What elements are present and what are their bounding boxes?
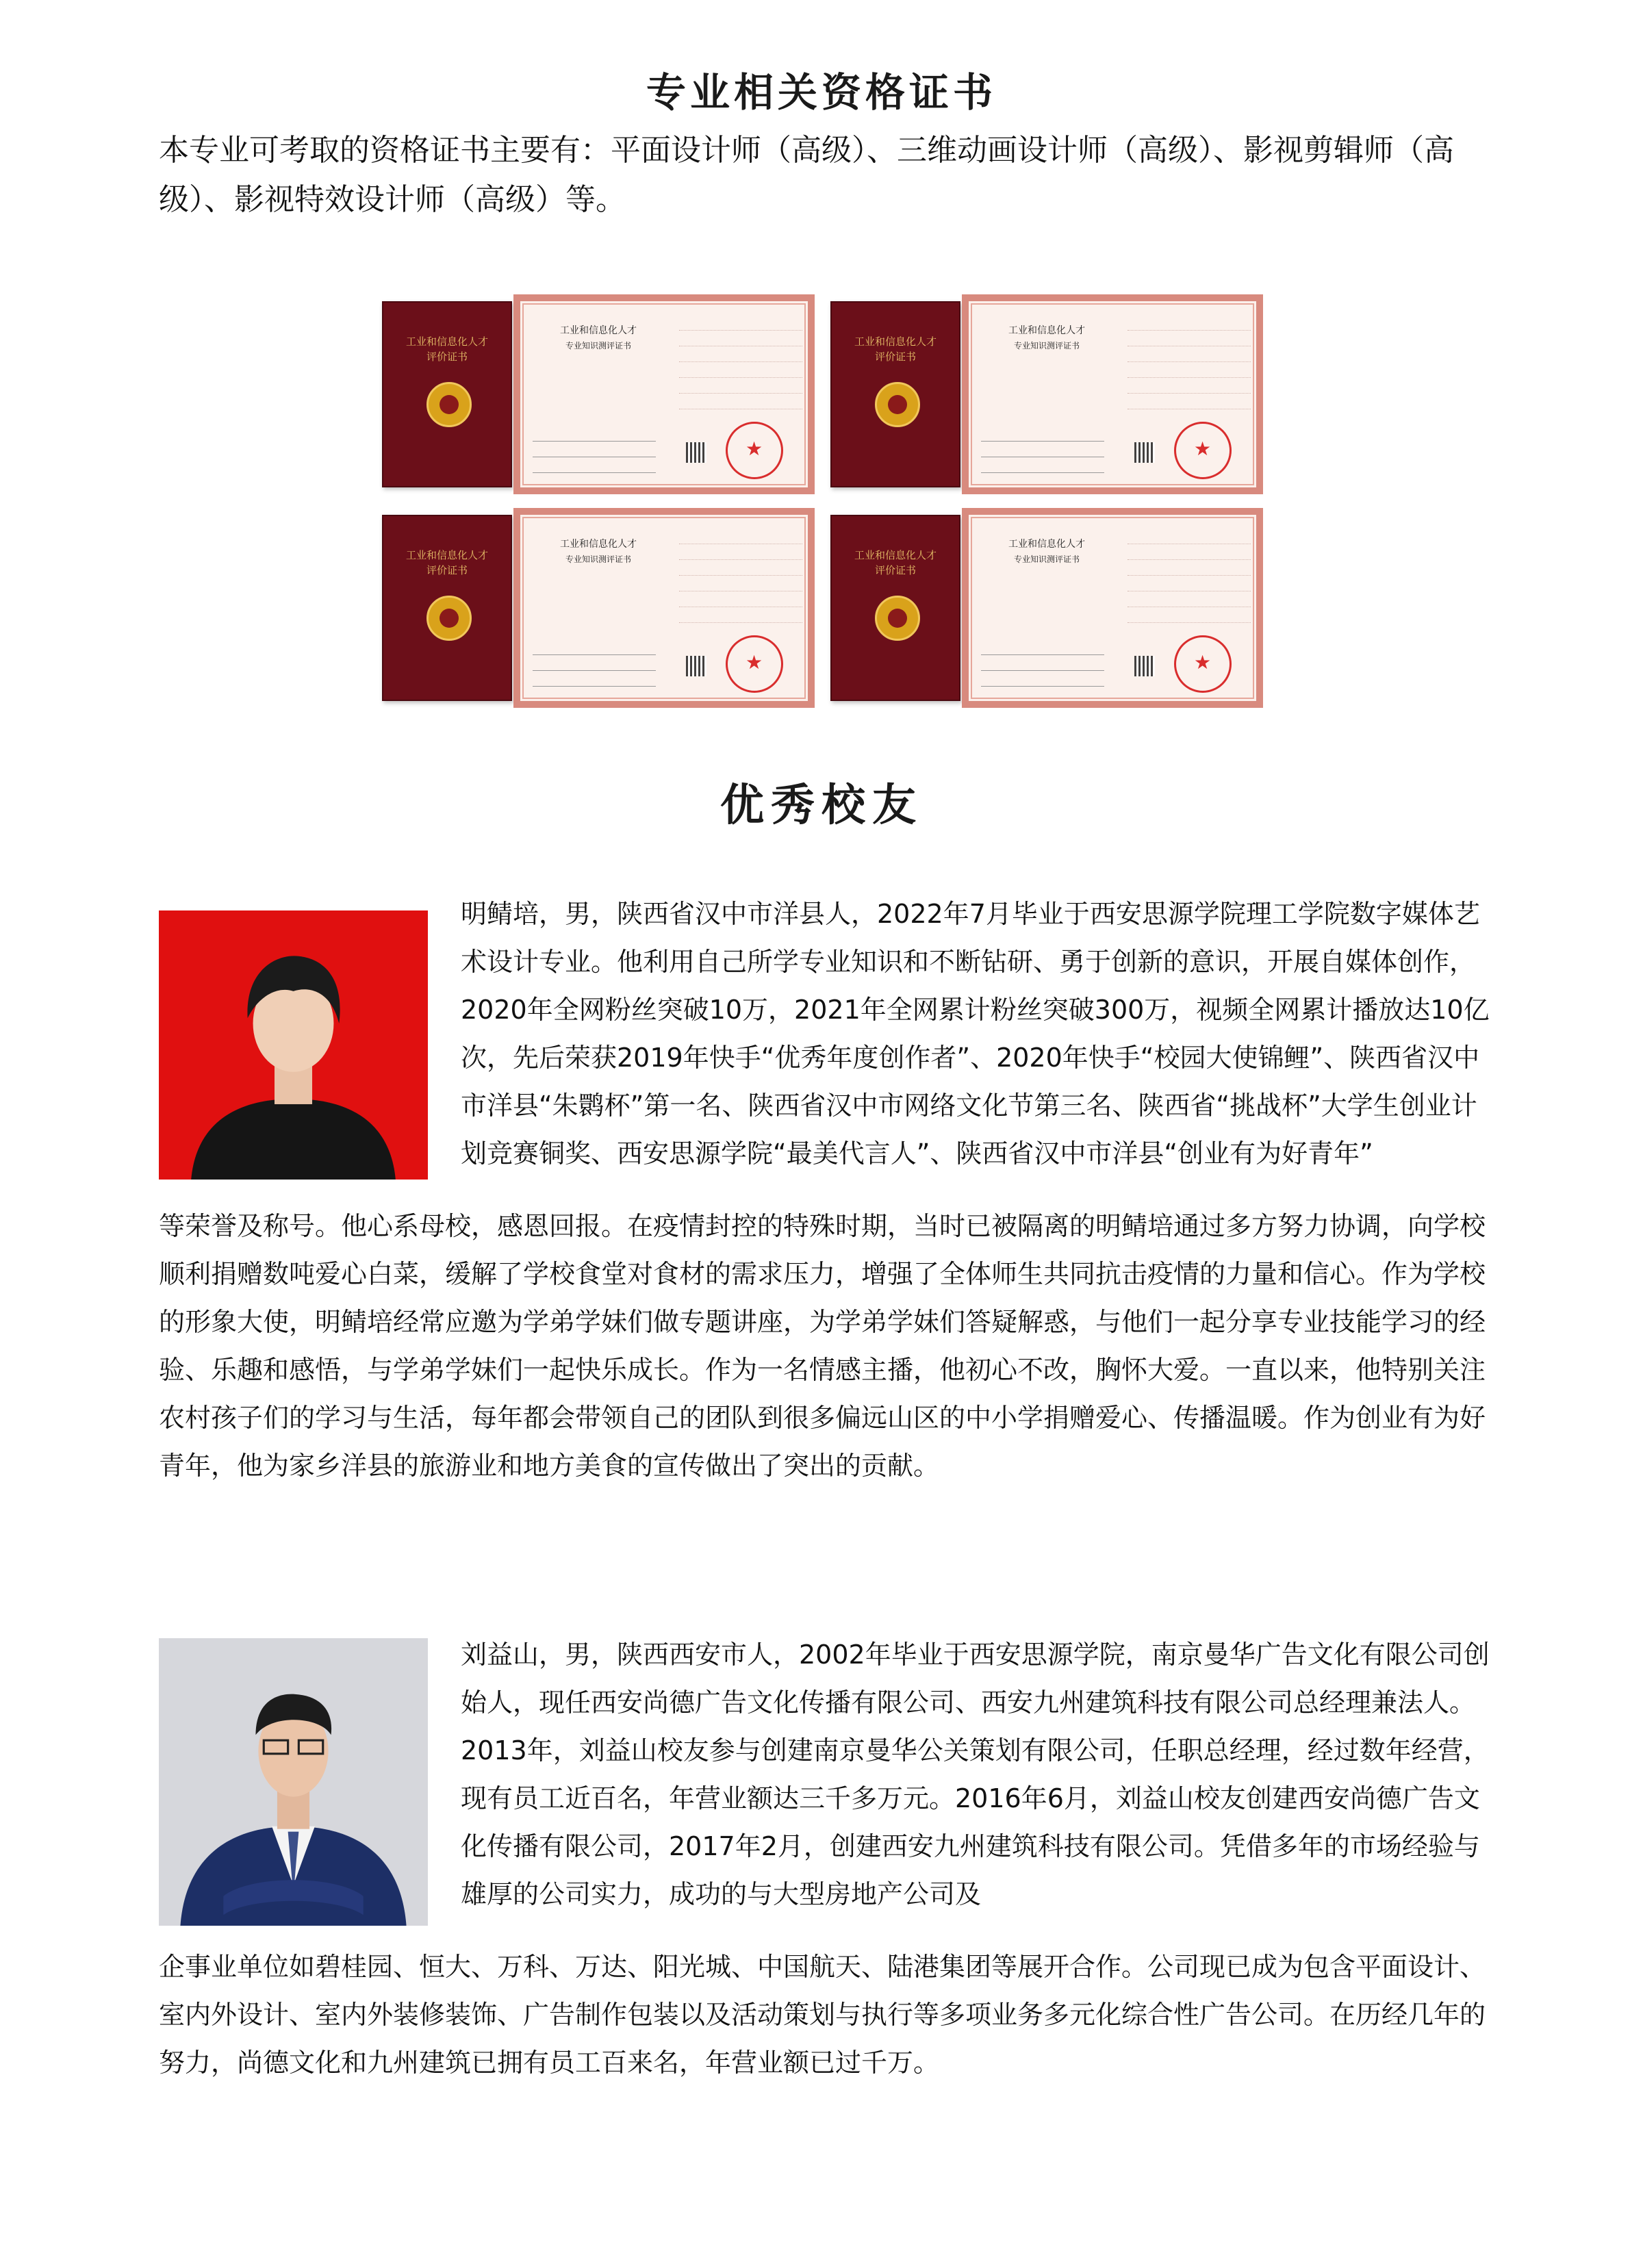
cover-title-line: 工业和信息化人才	[405, 335, 488, 348]
emblem-icon	[875, 382, 920, 427]
certificate-sheet	[513, 294, 815, 494]
alumnus-bio-continued: 等荣誉及称号。他心系母校，感恩回报。在疫情封控的特殊时期，当时已被隔离的明鲭培通过多方努力协调，向学校顺利捐赠数吨爱心白菜，缓解了学校食堂对食材的需求压力，增强了全体师生共同抗击疫情的力量和信心。作为学校的形象大使，明鲭培经常应邀为学弟学妹们做专题讲座，为学弟学妹们答疑解惑，与他们一起分享专业技能学习的经验、乐趣和感悟，与学弟学妹们一起快乐成长。作为一名情感主播，他初心不改，胸怀大爱。一直以来，他特别关注农村孩子们的学习与生活，每年都会带领自己的团队到很多偏远山区的中小学捐赠爱心、传播温暖。作为创业有为好青年，他为家乡洋县的旅游业和地方美食的宣传做出了突出的贡献。	[159, 1211, 1486, 1481]
seal-icon	[726, 422, 783, 479]
certificate-sheet	[513, 508, 815, 708]
emblem-icon	[426, 596, 472, 641]
seal-icon	[1174, 635, 1232, 693]
certificate-sheet	[962, 508, 1263, 708]
alumnus-bio-side: 刘益山，男，陕西西安市人，2002年毕业于西安思源学院，南京曼华广告文化有限公司创始人，现任西安尚德广告文化传播有限公司、西安九州建筑科技有限公司总经理兼法人。2013年，刘益山校友参与创建南京曼华公关策划有限公司，任职总经理，经过数年经营，现有员工近百名，年营业额达三千多万元。2016年6月，刘益山校友创建西安尚德广告文化传播有限公司，2017年2月，创建西安九州建筑科技有限公司。凭借多年的市场经验与雄厚的公司实力，成功的与大型房地产公司及	[461, 1640, 1490, 1909]
certificate-set	[825, 294, 1270, 500]
cover-title-line: 评价证书	[874, 564, 916, 576]
emblem-icon	[426, 382, 472, 427]
cover-title-line: 评价证书	[426, 564, 468, 576]
alumnus-bio-continued: 企事业单位如碧桂园、恒大、万科、万达、阳光城、中国航天、陆港集团等展开合作。公司现已成为包含平面设计、室内外设计、室内外装修装饰、广告制作包装以及活动策划与执行等多项业务多元化综合性广告公司。在历经几年的努力，尚德文化和九州建筑已拥有员工百来名，年营业额已过千万。	[159, 1952, 1486, 2078]
certificate-set	[377, 294, 822, 500]
seal-icon	[726, 635, 783, 693]
certificate-set	[377, 508, 822, 713]
alumnus-photo	[159, 910, 428, 1180]
certificate-cover	[830, 301, 960, 487]
certificate-sheet	[962, 294, 1263, 494]
cover-title-line: 工业和信息化人才	[854, 335, 937, 348]
sheet-subtitle: 专业知识测评证书	[1013, 555, 1080, 564]
qr-code-icon	[1134, 656, 1155, 676]
certificates-intro: 本专业可考取的资格证书主要有：平面设计师（高级）、三维动画设计师（高级）、影视剪辑师（高级）、影视特效设计师（高级）等。	[159, 133, 1454, 217]
certificate-set	[825, 508, 1270, 713]
sheet-title: 工业和信息化人才	[560, 539, 637, 550]
alumni-title: 优秀校友	[720, 780, 923, 831]
sheet-title: 工业和信息化人才	[1008, 539, 1085, 550]
cover-title-line: 工业和信息化人才	[405, 549, 488, 561]
sheet-subtitle: 专业知识测评证书	[565, 341, 631, 351]
certificate-cover	[382, 301, 512, 487]
sheet-title: 工业和信息化人才	[560, 325, 637, 336]
sheet-title: 工业和信息化人才	[1008, 325, 1085, 336]
certificate-images	[377, 294, 1273, 719]
cover-title-line: 评价证书	[874, 351, 916, 363]
certificate-cover	[382, 515, 512, 701]
certificates-title: 专业相关资格证书	[646, 69, 997, 116]
cover-title-line: 评价证书	[426, 351, 468, 363]
emblem-icon	[875, 596, 920, 641]
certificate-cover	[830, 515, 960, 701]
sheet-subtitle: 专业知识测评证书	[565, 555, 631, 564]
qr-code-icon	[686, 656, 706, 676]
qr-code-icon	[686, 442, 706, 463]
cover-title-line: 工业和信息化人才	[854, 549, 937, 561]
seal-icon	[1174, 422, 1232, 479]
alumnus-bio-side: 明鲭培，男，陕西省汉中市洋县人，2022年7月毕业于西安思源学院理工学院数字媒体艺术设计专业。他利用自己所学专业知识和不断钻研、勇于创新的意识，开展自媒体创作，2020年全网粉丝突破10万，2021年全网累计粉丝突破300万，视频全网累计播放达10亿次，先后荣获2019年快手“优秀年度创作者”、2020年快手“校园大使锦鲤”、陕西省汉中市洋县“朱鹮杯”第一名、陕西省汉中市网络文化节第三名、陕西省“挑战杯”大学生创业计划竞赛铜奖、西安思源学院“最美代言人”、陕西省汉中市洋县“创业有为好青年”	[461, 899, 1490, 1169]
sheet-subtitle: 专业知识测评证书	[1013, 341, 1080, 351]
qr-code-icon	[1134, 442, 1155, 463]
alumnus-photo	[159, 1638, 428, 1926]
